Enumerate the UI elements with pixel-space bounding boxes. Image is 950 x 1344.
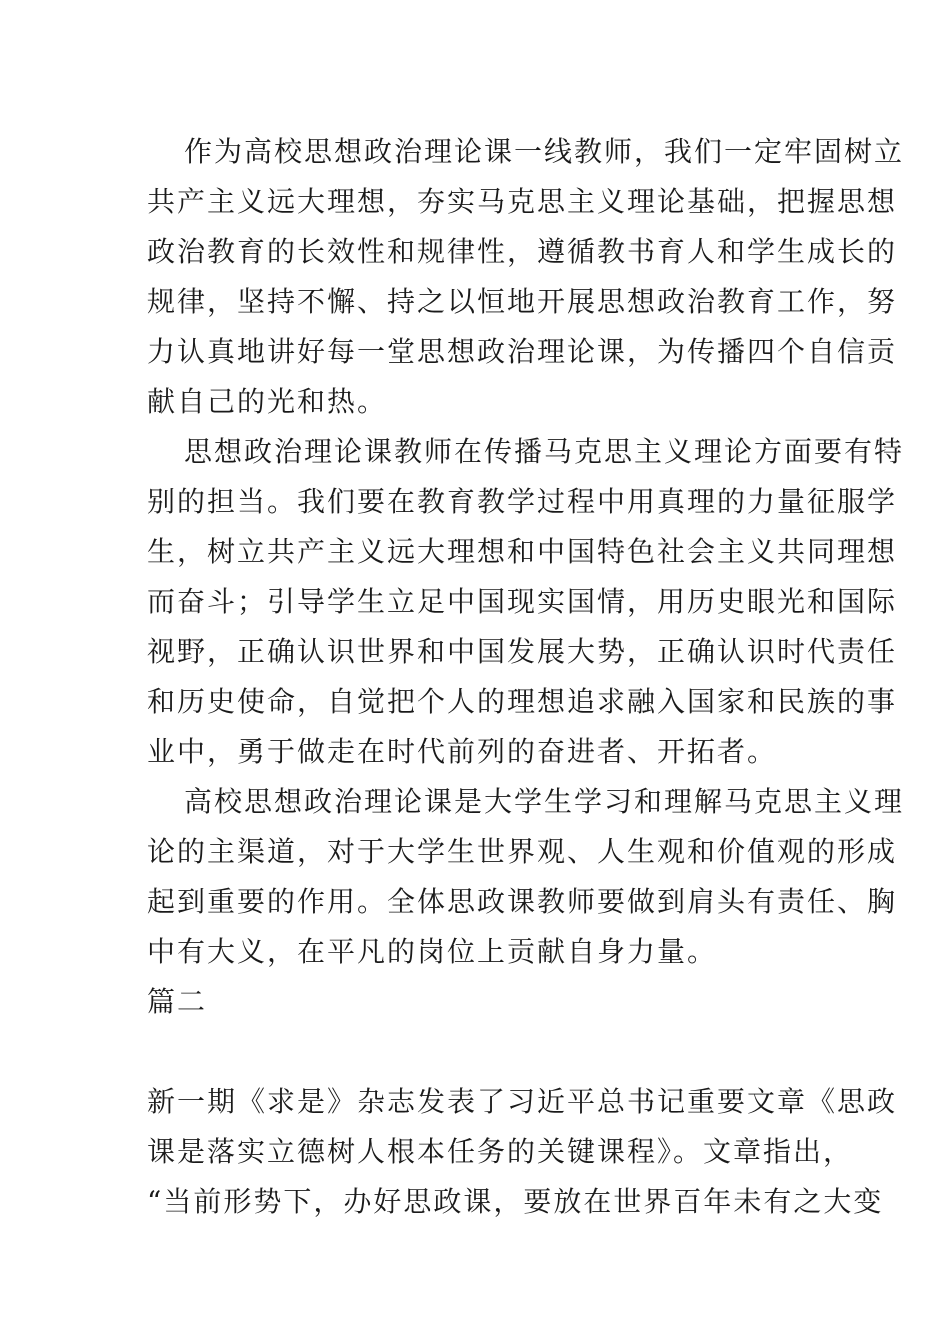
paragraph-line: 政治教育的长效性和规律性，遵循教书育人和学生成长的 bbox=[147, 235, 898, 268]
paragraph-line: “当前形势下，办好思政课，要放在世界百年未有之大变 bbox=[147, 1185, 884, 1218]
paragraph-line: 课是落实立德树人根本任务的关键课程》。文章指出， bbox=[147, 1135, 854, 1168]
paragraph-line: 业中，勇于做走在时代前列的奋进者、开拓者。 bbox=[147, 735, 778, 768]
paragraph-line: 献自己的光和热。 bbox=[147, 385, 388, 418]
paragraph-line: 作为高校思想政治理论课一线教师，我们一定牢固树立 bbox=[184, 135, 905, 168]
paragraph-line: 论的主渠道，对于大学生世界观、人生观和价值观的形成 bbox=[147, 835, 898, 868]
paragraph-line: 中有大义，在平凡的岗位上贡献自身力量。 bbox=[147, 935, 718, 968]
paragraph-line: 而奋斗；引导学生立足中国现实国情，用历史眼光和国际 bbox=[147, 585, 898, 618]
paragraph-line: 共产主义远大理想，夯实马克思主义理论基础，把握思想 bbox=[147, 185, 898, 218]
paragraph-line: 规律，坚持不懈、持之以恒地开展思想政治教育工作，努 bbox=[147, 285, 898, 318]
paragraph-line: 视野，正确认识世界和中国发展大势，正确认识时代责任 bbox=[147, 635, 898, 668]
paragraph-line: 思想政治理论课教师在传播马克思主义理论方面要有特 bbox=[184, 435, 905, 468]
section-heading: 篇二 bbox=[147, 985, 208, 1018]
paragraph-line: 新一期《求是》杂志发表了习近平总书记重要文章《思政 bbox=[147, 1085, 898, 1118]
paragraph-line: 和历史使命，自觉把个人的理想追求融入国家和民族的事 bbox=[147, 685, 898, 718]
paragraph-line: 别的担当。我们要在教育教学过程中用真理的力量征服学 bbox=[147, 485, 898, 518]
paragraph-line: 力认真地讲好每一堂思想政治理论课，为传播四个自信贡 bbox=[147, 335, 898, 368]
paragraph-line: 高校思想政治理论课是大学生学习和理解马克思主义理 bbox=[184, 785, 905, 818]
paragraph-line: 起到重要的作用。全体思政课教师要做到肩头有责任、胸 bbox=[147, 885, 898, 918]
paragraph-line: 生，树立共产主义远大理想和中国特色社会主义共同理想 bbox=[147, 535, 898, 568]
